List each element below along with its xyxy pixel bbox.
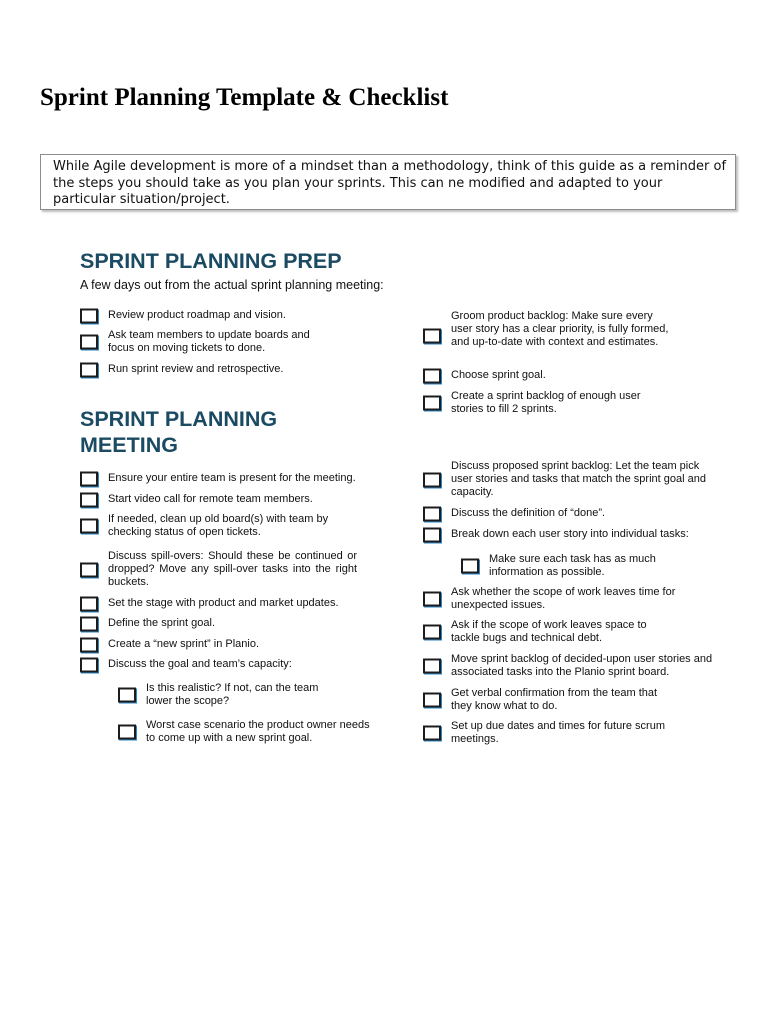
checklist-item[interactable] <box>423 687 723 713</box>
checklist-item[interactable] <box>423 653 723 679</box>
item-label: Create a “new sprint” in Planio. <box>108 638 260 650</box>
checklist-item[interactable] <box>423 720 723 746</box>
checkbox-icon[interactable] <box>423 693 441 708</box>
item-label: Is this realistic? If not, can the team lower the scope? <box>146 682 319 707</box>
checklist-item[interactable] <box>80 597 380 610</box>
item-label: Discuss spill-overs: Should these be continued or dropped? Move any spill-over tasks into the right buckets. <box>108 550 357 588</box>
checklist-item[interactable] <box>80 617 380 630</box>
meeting-heading-line1: SPRINT PLANNING <box>80 407 278 431</box>
item-label: Break down each user story into individual tasks: <box>451 528 689 540</box>
checkbox-icon[interactable] <box>80 596 98 611</box>
checkbox-icon[interactable] <box>80 637 98 652</box>
checkbox-icon[interactable] <box>423 726 441 741</box>
item-label: Get verbal confirmation from the team that they know what to do. <box>451 687 658 712</box>
checklist-subitem[interactable] <box>118 682 378 708</box>
item-label: Move sprint backlog of decided-upon user stories and associated tasks into the Planio sprint board. <box>451 653 713 678</box>
checklist-item[interactable] <box>80 513 380 539</box>
item-label: Ask whether the scope of work leaves time for unexpected issues. <box>451 586 676 611</box>
checklist-item[interactable] <box>423 390 723 416</box>
checklist-item[interactable] <box>423 369 723 382</box>
item-label: Set up due dates and times for future scrum meetings. <box>451 720 666 745</box>
item-label: Create a sprint backlog of enough user stories to fill 2 sprints. <box>451 390 641 415</box>
checklist-item[interactable] <box>80 329 380 355</box>
checkbox-icon[interactable] <box>118 688 136 703</box>
checkbox-icon[interactable] <box>423 506 441 521</box>
checklist-item[interactable] <box>80 658 380 671</box>
item-label: Ask if the scope of work leaves space to tackle bugs and technical debt. <box>451 619 647 644</box>
checklist-item[interactable] <box>423 507 723 520</box>
checkbox-icon[interactable] <box>80 362 98 377</box>
item-label: Worst case scenario the product owner needs to come up with a new sprint goal. <box>146 719 370 744</box>
item-label: Start video call for remote team members. <box>108 493 313 505</box>
item-label: Define the sprint goal. <box>108 617 216 629</box>
checkbox-icon[interactable] <box>423 368 441 383</box>
checklist-item[interactable] <box>80 638 380 651</box>
checklist-item[interactable] <box>80 472 380 485</box>
checklist-item[interactable] <box>423 586 723 612</box>
item-label: Discuss the definition of “done”. <box>451 507 606 519</box>
checklist-item[interactable] <box>80 309 380 322</box>
checkbox-icon[interactable] <box>423 472 441 487</box>
checkbox-icon[interactable] <box>461 559 479 574</box>
checklist-subitem[interactable] <box>461 553 721 579</box>
page-title: Sprint Planning Template & Checklist <box>40 84 449 111</box>
item-label: Groom product backlog: Make sure every user story has a clear priority, is fully formed, and up-to-date with context and estimates. <box>451 310 669 348</box>
checkbox-icon[interactable] <box>423 659 441 674</box>
meeting-heading-line2: MEETING <box>80 433 178 457</box>
item-label: Discuss the goal and team’s capacity: <box>108 658 292 670</box>
checkbox-icon[interactable] <box>80 471 98 486</box>
item-label: Review product roadmap and vision. <box>108 309 286 321</box>
checklist-item[interactable] <box>423 310 723 362</box>
item-label: If needed, clean up old board(s) with team by checking status of open tickets. <box>108 513 329 538</box>
item-label: Set the stage with product and market updates. <box>108 597 339 609</box>
checkbox-icon[interactable] <box>423 592 441 607</box>
checkbox-icon[interactable] <box>423 625 441 640</box>
item-label: Choose sprint goal. <box>451 369 546 381</box>
checkbox-icon[interactable] <box>118 725 136 740</box>
checklist-item[interactable] <box>80 550 380 589</box>
checklist-subitem[interactable] <box>118 719 378 745</box>
checklist-item[interactable] <box>423 619 723 645</box>
checkbox-icon[interactable] <box>80 492 98 507</box>
checkbox-icon[interactable] <box>423 527 441 542</box>
checkbox-icon[interactable] <box>80 335 98 350</box>
checkbox-icon[interactable] <box>80 657 98 672</box>
prep-subtitle: A few days out from the actual sprint planning meeting: <box>80 278 384 292</box>
checkbox-icon[interactable] <box>80 616 98 631</box>
item-label: Discuss proposed sprint backlog: Let the team pick user stories and tasks that match the sprint goal and capacity. <box>451 460 706 498</box>
prep-heading: SPRINT PLANNING PREP <box>80 249 342 273</box>
checkbox-icon[interactable] <box>423 396 441 411</box>
checkbox-icon[interactable] <box>80 308 98 323</box>
item-label: Run sprint review and retrospective. <box>108 363 284 375</box>
checkbox-icon[interactable] <box>80 519 98 534</box>
checkbox-icon[interactable] <box>80 562 98 577</box>
item-label: Make sure each task has as much information as possible. <box>489 553 656 578</box>
checklist-item[interactable] <box>423 460 723 499</box>
checklist-item[interactable] <box>80 493 380 506</box>
intro-box: While Agile development is more of a mindset than a methodology, think of this guide as a reminder of the steps you should take as you plan your sprints. This can ne modified and adapted to your particular situation/project. <box>40 154 736 210</box>
checklist-item[interactable] <box>80 363 380 376</box>
checkbox-icon[interactable] <box>423 329 441 344</box>
item-label: Ask team members to update boards and focus on moving tickets to done. <box>108 329 310 354</box>
checklist-item[interactable] <box>423 528 723 541</box>
item-label: Ensure your entire team is present for the meeting. <box>108 472 356 484</box>
